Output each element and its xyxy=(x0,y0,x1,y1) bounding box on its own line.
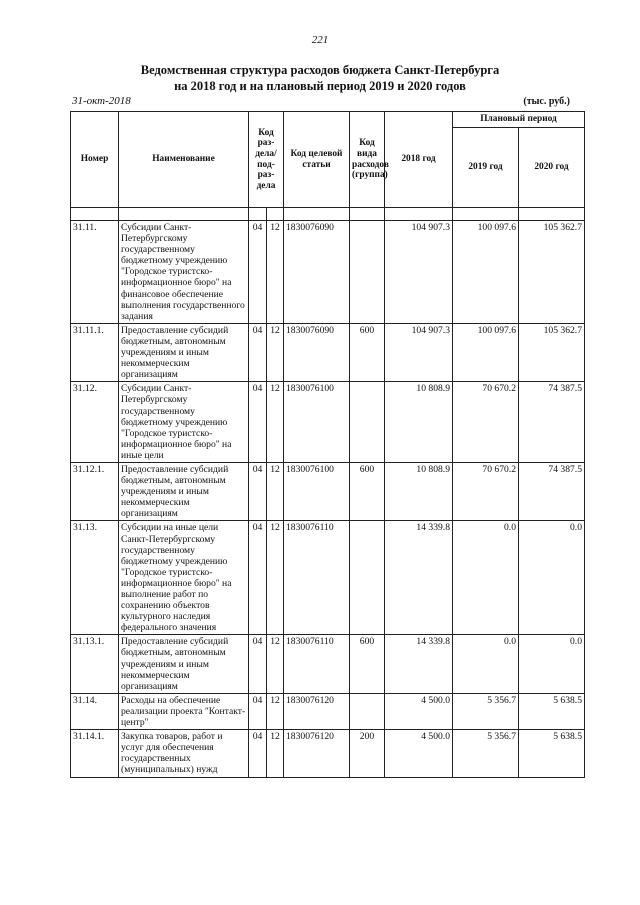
row-name: Закупка товаров, работ и услуг для обеспечения государственных (муниципальных) нужд xyxy=(119,730,249,777)
row-group xyxy=(350,382,385,463)
row-amount-2019: 70 670.2 xyxy=(453,382,519,463)
row-subsection: 12 xyxy=(267,462,284,520)
row-amount-2018: 14 339.8 xyxy=(385,521,453,635)
row-amount-2019: 0.0 xyxy=(453,635,519,693)
page-number: 221 xyxy=(311,34,329,46)
row-amount-2020: 105 362.7 xyxy=(519,323,585,381)
row-number: 31.14. xyxy=(71,693,119,729)
row-group: 200 xyxy=(350,730,385,777)
row-subsection: 12 xyxy=(267,635,284,693)
column-header-2019: 2019 год xyxy=(453,128,519,208)
row-group xyxy=(350,521,385,635)
row-amount-2018: 4 500.0 xyxy=(385,730,453,777)
row-name: Предоставление субсидий бюджетным, автономным учреждениям и иным некоммерческим организациям xyxy=(119,462,249,520)
table-row xyxy=(71,635,585,693)
row-name: Расходы на обеспечение реализации проекта "Контакт-центр" xyxy=(119,693,249,729)
row-section: 04 xyxy=(249,635,267,693)
row-amount-2020: 0.0 xyxy=(519,635,585,693)
column-header-target: Код целевой статьи xyxy=(284,112,350,208)
row-amount-2018: 14 339.8 xyxy=(385,635,453,693)
row-subsection: 12 xyxy=(267,693,284,729)
row-target: 1830076090 xyxy=(284,323,350,381)
row-section: 04 xyxy=(249,693,267,729)
row-section: 04 xyxy=(249,221,267,324)
units-label: (тыс. руб.) xyxy=(523,96,570,107)
row-amount-2020: 74 387.5 xyxy=(519,462,585,520)
column-header-2018: 2018 год xyxy=(385,112,453,208)
title-line-1: Ведомственная структура расходов бюджета Санкт-Петербурга xyxy=(140,63,500,77)
document-title xyxy=(60,62,580,94)
column-header-group: Код вида расходов (группа) xyxy=(350,112,385,208)
row-section: 04 xyxy=(249,382,267,463)
row-group: 600 xyxy=(350,323,385,381)
row-amount-2020: 105 362.7 xyxy=(519,221,585,324)
row-section: 04 xyxy=(249,730,267,777)
row-group xyxy=(350,693,385,729)
table-row xyxy=(71,221,585,324)
row-group: 600 xyxy=(350,635,385,693)
row-target: 1830076100 xyxy=(284,462,350,520)
row-amount-2018: 104 907.3 xyxy=(385,323,453,381)
row-subsection: 12 xyxy=(267,730,284,777)
row-amount-2019: 70 670.2 xyxy=(453,462,519,520)
row-target: 1830076120 xyxy=(284,730,350,777)
table-row xyxy=(71,693,585,729)
header-spacer-row xyxy=(71,208,585,221)
row-number: 31.11. xyxy=(71,221,119,324)
title-line-2: на 2018 год и на плановый период 2019 и 2020 годов xyxy=(174,79,466,93)
row-target: 1830076120 xyxy=(284,693,350,729)
row-name: Субсидии Санкт-Петербургскому государственному бюджетному учреждению "Городское туристско-информационное бюро" на иные цели xyxy=(119,382,249,463)
row-amount-2018: 10 808.9 xyxy=(385,382,453,463)
row-amount-2019: 5 356.7 xyxy=(453,730,519,777)
row-section: 04 xyxy=(249,323,267,381)
table-row xyxy=(71,521,585,635)
row-subsection: 12 xyxy=(267,521,284,635)
column-header-section: Код раз-дела/ под-раз-дела xyxy=(249,112,284,208)
document-date: 31-окт-2018 xyxy=(72,95,131,107)
row-amount-2018: 104 907.3 xyxy=(385,221,453,324)
column-header-number: Номер xyxy=(71,112,119,208)
budget-table xyxy=(70,111,585,778)
column-header-name: Наименование xyxy=(119,112,249,208)
row-subsection: 12 xyxy=(267,382,284,463)
row-subsection: 12 xyxy=(267,221,284,324)
row-amount-2018: 10 808.9 xyxy=(385,462,453,520)
row-name: Предоставление субсидий бюджетным, автономным учреждениям и иным некоммерческим организациям xyxy=(119,635,249,693)
table-row xyxy=(71,462,585,520)
row-section: 04 xyxy=(249,462,267,520)
table-row xyxy=(71,730,585,777)
row-number: 31.12.1. xyxy=(71,462,119,520)
row-number: 31.13.1. xyxy=(71,635,119,693)
row-amount-2020: 0.0 xyxy=(519,521,585,635)
row-amount-2019: 100 097.6 xyxy=(453,323,519,381)
row-target: 1830076110 xyxy=(284,521,350,635)
row-section: 04 xyxy=(249,521,267,635)
column-header-planned: Плановый период xyxy=(453,112,585,128)
table-row xyxy=(71,323,585,381)
row-amount-2020: 5 638.5 xyxy=(519,693,585,729)
row-group xyxy=(350,221,385,324)
row-name: Предоставление субсидий бюджетным, автономным учреждениям и иным некоммерческим организациям xyxy=(119,323,249,381)
row-amount-2020: 5 638.5 xyxy=(519,730,585,777)
row-amount-2018: 4 500.0 xyxy=(385,693,453,729)
row-target: 1830076100 xyxy=(284,382,350,463)
row-amount-2019: 0.0 xyxy=(453,521,519,635)
row-amount-2019: 100 097.6 xyxy=(453,221,519,324)
row-target: 1830076090 xyxy=(284,221,350,324)
row-number: 31.14.1. xyxy=(71,730,119,777)
row-name: Субсидии Санкт-Петербургскому государственному бюджетному учреждению "Городское туристско-информационное бюро" на финансовое обеспечение выполнения государственного задания xyxy=(119,221,249,324)
column-header-2020: 2020 год xyxy=(519,128,585,208)
row-subsection: 12 xyxy=(267,323,284,381)
row-amount-2020: 74 387.5 xyxy=(519,382,585,463)
row-group: 600 xyxy=(350,462,385,520)
row-name: Субсидии на иные цели Санкт-Петербургскому государственному бюджетному учреждению "Городское туристско-информационное бюро" на выполнение работ по сохранению объектов культурного наследия федерального значения xyxy=(119,521,249,635)
row-number: 31.13. xyxy=(71,521,119,635)
row-amount-2019: 5 356.7 xyxy=(453,693,519,729)
row-number: 31.11.1. xyxy=(71,323,119,381)
row-number: 31.12. xyxy=(71,382,119,463)
row-target: 1830076110 xyxy=(284,635,350,693)
table-row xyxy=(71,382,585,463)
